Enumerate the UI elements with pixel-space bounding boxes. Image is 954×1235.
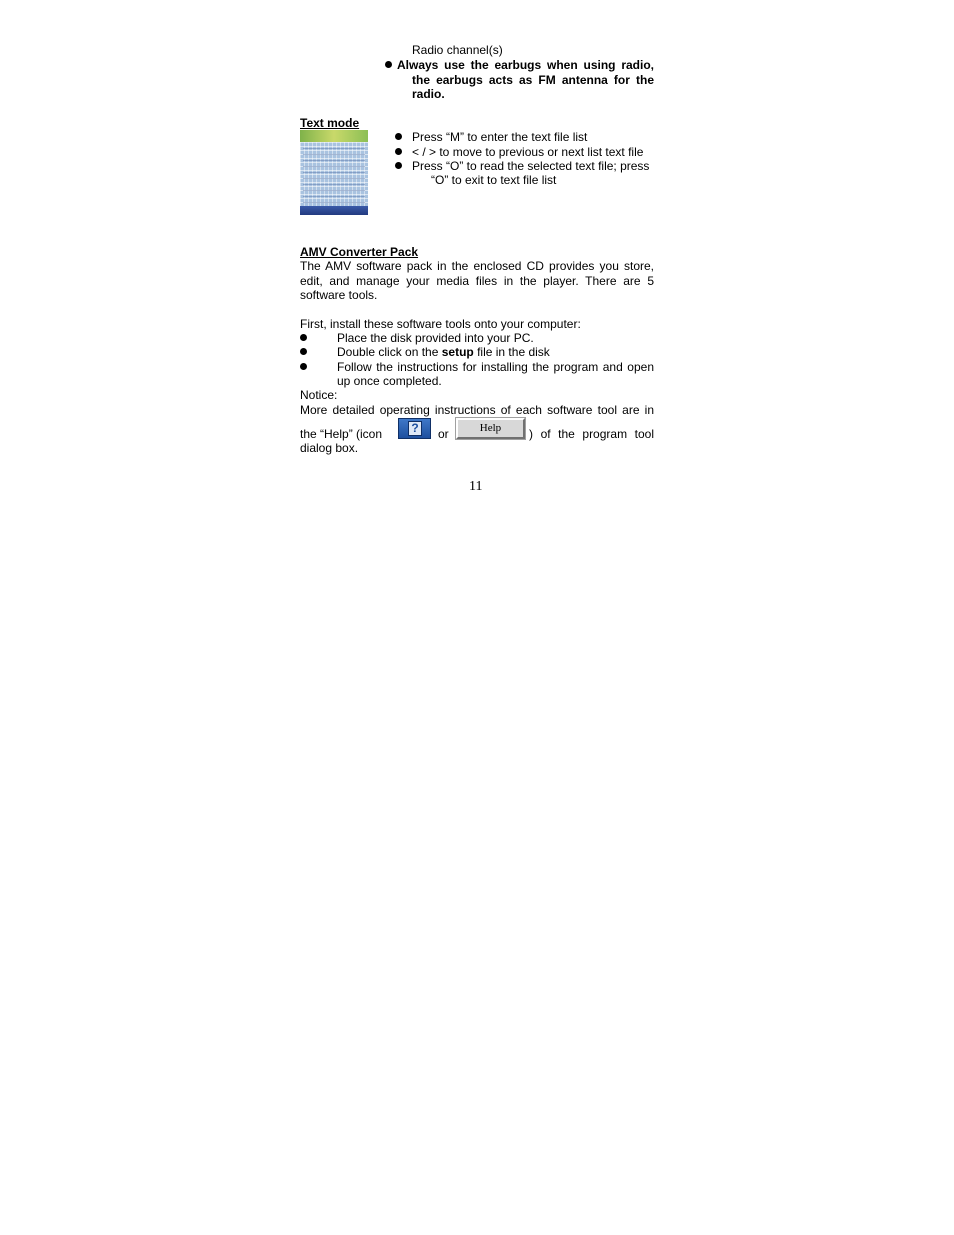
text-mode-screen-image [300, 130, 368, 215]
bullet-icon [395, 148, 402, 155]
screen-top-bar [300, 130, 368, 142]
radio-warning-line-1: Always use the earbugs when using radio, [397, 58, 654, 72]
notice-help-prefix: the “Help” (icon [300, 427, 383, 441]
radio-warning-line-3: radio. [412, 87, 445, 101]
bullet-icon [385, 61, 392, 68]
install-step-3-cont: up once completed. [337, 374, 442, 388]
notice-or: or [438, 427, 449, 441]
bullet-icon [300, 348, 307, 355]
install-step-2-end: file in the disk [473, 345, 550, 359]
question-mark-icon: ? [408, 421, 422, 436]
install-step-3: Follow the instructions for installing the program and open [337, 360, 654, 374]
bullet-icon [300, 334, 307, 341]
screen-bottom-bar [300, 206, 368, 215]
text-mode-bullet-3: Press “O” to read the selected text file; press [412, 159, 650, 173]
install-step-2 [337, 345, 550, 359]
page-number: 11 [469, 479, 483, 494]
text-mode-heading: Text mode [300, 116, 360, 130]
install-step-1: Place the disk provided into your PC. [337, 331, 534, 345]
install-step-2-text: Double click on the [337, 345, 442, 359]
notice-label: Notice: [300, 388, 338, 402]
text-mode-bullet-3-cont: “O” to exit to text file list [431, 173, 557, 187]
amv-intro-line-2: edit, and manage your media files in the player. There are 5 [300, 274, 654, 288]
notice-end: dialog box. [300, 441, 359, 455]
text-mode-bullet-1: Press “M” to enter the text file list [412, 130, 588, 144]
setup-keyword: setup [441, 345, 474, 359]
bullet-icon [395, 133, 402, 140]
text-mode-bullet-2: < / > to move to previous or next list text file [412, 145, 644, 159]
bullet-icon [395, 162, 402, 169]
notice-line-1: More detailed operating instructions of each software tool are in [300, 403, 654, 417]
radio-warning-line-2: the earbugs acts as FM antenna for the [412, 73, 654, 87]
amv-intro-line-1: The AMV software pack in the enclosed CD provides you store, [300, 259, 654, 273]
screen-text-rows [303, 145, 365, 203]
bullet-icon [300, 363, 307, 370]
notice-suffix: ) of the program tool [529, 427, 654, 441]
install-intro: First, install these software tools onto your computer: [300, 317, 581, 331]
amv-heading: AMV Converter Pack [300, 245, 419, 259]
help-button-image: Help [456, 418, 525, 439]
radio-channel-line: Radio channel(s) [412, 43, 503, 57]
amv-intro-line-3: software tools. [300, 288, 378, 302]
help-question-icon [398, 418, 431, 439]
